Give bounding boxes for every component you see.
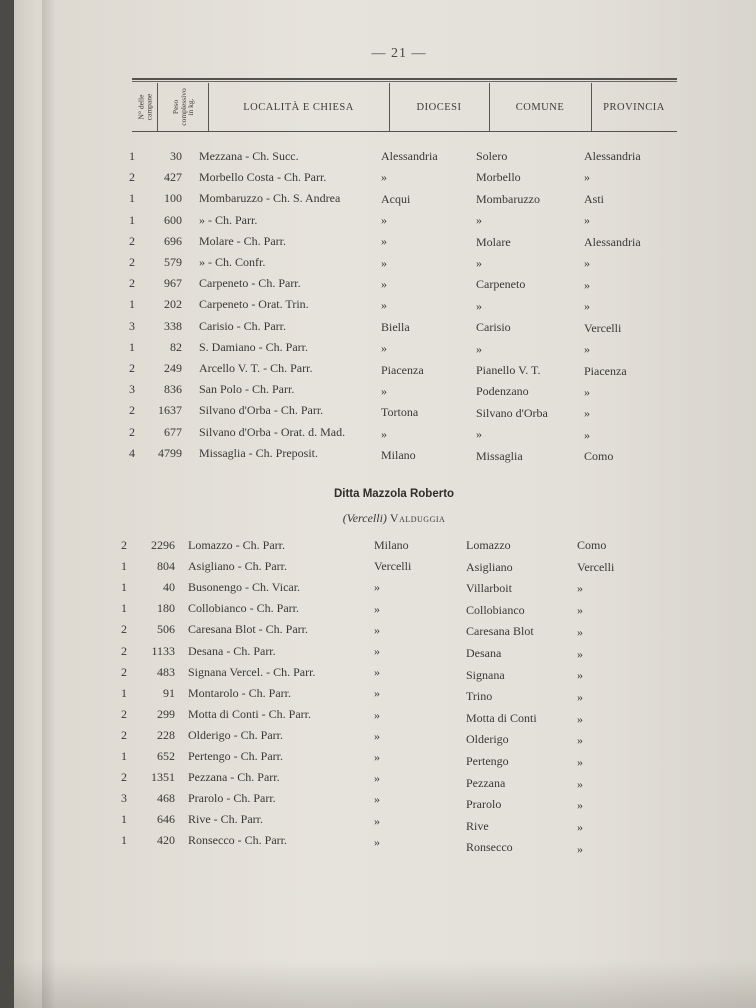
cell-province: Vercelli [577,559,615,574]
cell-bell-count: 3 [129,318,135,333]
cell-bell-count: 1 [129,212,135,227]
cell-location-church: Olderigo - Ch. Parr. [188,727,283,742]
cell-weight-kg: 2296 [151,538,175,552]
cell-location-church: Mombaruzzo - Ch. S. Andrea [199,191,341,206]
cell-diocese: » [374,686,380,701]
cell-diocese: » [374,813,380,828]
cell-location-church: Molare - Ch. Parr. [199,233,286,248]
cell-weight-kg: 82 [170,339,182,354]
cell-diocese: » [374,750,380,764]
cell-bell-count: 1 [121,685,127,700]
header-diocesi: DIOCESI [389,83,490,131]
cell-bell-count: 2 [121,727,127,742]
cell-municipality: Signana [466,667,505,682]
table-row [14,601,756,621]
cell-province: Alessandria [584,149,641,163]
cell-province: » [577,820,583,835]
table-row [14,749,756,769]
table-row [14,707,756,727]
cell-province: Asti [584,191,605,206]
cell-diocese: Milano [381,447,416,462]
cell-diocese: » [381,213,387,228]
cell-weight-kg: 600 [164,212,182,227]
cell-bell-count: 2 [129,170,135,185]
cell-province: Como [577,538,607,552]
cell-municipality: Caresana Blot [466,624,534,639]
cell-municipality: Pertengo [466,754,509,768]
cell-diocese: Alessandria [381,149,438,163]
cell-bell-count: 1 [129,339,135,354]
cell-province: » [584,299,590,314]
cell-location-church: Lomazzo - Ch. Parr. [188,538,285,552]
cell-diocese: Biella [381,319,410,334]
cell-municipality: » [476,256,482,270]
cell-diocese: » [374,728,380,743]
cell-weight-kg: 420 [157,833,175,848]
cell-bell-count: 1 [121,812,127,827]
cell-location-church: » - Ch. Confr. [199,255,266,269]
cell-province: » [584,277,590,292]
table-row [14,665,756,685]
cell-province: Piacenza [584,363,627,378]
cell-location-church: Morbello Costa - Ch. Parr. [199,170,327,185]
cell-municipality: Podenzano [476,384,529,399]
cell-bell-count: 1 [121,559,127,574]
cell-weight-kg: 483 [157,664,175,679]
table-row [14,812,756,835]
cell-province: » [577,603,583,618]
header-n-campane [132,83,158,131]
table-row [14,191,756,211]
cell-province: » [584,256,590,271]
cell-bell-count: 1 [121,833,127,848]
cell-location-church: Asigliano - Ch. Parr. [188,559,287,574]
page-bottom-shadow [14,960,756,1008]
cell-diocese: » [381,298,387,313]
cell-diocese: » [381,383,387,398]
cell-weight-kg: 1133 [151,643,175,658]
cell-municipality: Rive [466,818,489,833]
cell-location-church: Caresana Blot - Ch. Parr. [188,622,308,637]
cell-province: » [584,342,590,357]
cell-bell-count: 2 [129,276,135,291]
cell-location-church: S. Damiano - Ch. Parr. [199,339,308,354]
cell-diocese: Vercelli [374,559,412,574]
cell-bell-count: 2 [121,622,127,637]
cell-municipality: Silvano d'Orba [476,405,548,420]
cell-weight-kg: 646 [157,812,175,827]
cell-bell-count: 1 [121,580,127,595]
cell-municipality: » [476,298,482,313]
cell-diocese: » [374,834,380,849]
cell-location-church: Rive - Ch. Parr. [188,812,263,827]
cell-bell-count: 2 [129,361,135,375]
cell-weight-kg: 91 [163,685,175,700]
cell-diocese: Acqui [381,191,411,206]
page-number: — 21 — [371,46,427,61]
cell-location-church: Collobianco - Ch. Parr. [188,601,299,616]
cell-location-church: Pertengo - Ch. Parr. [188,749,283,763]
cell-weight-kg: 1351 [151,770,175,785]
cell-municipality: Mombaruzzo [476,191,540,206]
table-top-rule-thin [132,81,677,82]
cell-weight-kg: 299 [157,706,175,721]
cell-location-church: Carisio - Ch. Parr. [199,318,286,333]
cell-bell-count: 2 [121,538,127,552]
ditta-city: (Vercelli) [342,511,387,525]
header-provincia: PROVINCIA [603,101,665,113]
cell-province: » [577,581,583,596]
header-peso [157,83,209,131]
cell-municipality: Missaglia [476,448,523,463]
cell-bell-count: 2 [129,424,135,439]
cell-weight-kg: 967 [164,276,182,291]
cell-municipality: Solero [476,149,508,163]
table-row [14,580,756,600]
table-row [14,255,756,275]
cell-location-church: Carpeneto - Ch. Parr. [199,276,301,291]
cell-municipality: Carpeneto [476,277,526,292]
table-row [14,791,756,811]
cell-diocese: » [374,580,380,595]
cell-location-church: Prarolo - Ch. Parr. [188,791,276,806]
cell-bell-count: 1 [129,297,135,312]
cell-location-church: Ronsecco - Ch. Parr. [188,833,287,848]
cell-diocese: » [374,665,380,680]
table-row [14,382,756,402]
ditta-place: Valduggia [389,511,446,525]
cell-weight-kg: 696 [164,233,182,248]
cell-location-church: Arcello V. T. - Ch. Parr. [199,361,313,375]
table-row [14,170,756,190]
cell-weight-kg: 804 [157,559,175,574]
cell-province: » [584,406,590,421]
cell-location-church: Pezzana - Ch. Parr. [188,770,280,785]
cell-province: » [577,733,583,748]
cell-weight-kg: 579 [164,255,182,269]
cell-province: » [577,624,583,639]
cell-municipality: Motta di Conti [466,710,537,725]
cell-municipality: » [476,213,482,228]
cell-province: » [577,776,583,791]
cell-bell-count: 2 [129,255,135,269]
cell-province: » [577,668,583,683]
cell-province: » [577,711,583,726]
table-row [14,686,756,706]
cell-diocese: » [381,170,387,185]
table-row [14,425,756,445]
cell-municipality: Collobianco [466,602,525,617]
table-row [14,728,756,748]
cell-bell-count: 1 [129,191,135,206]
cell-bell-count: 2 [121,664,127,679]
table-row [14,833,756,856]
document-page [14,0,756,1008]
cell-municipality: Pezzana [466,775,506,790]
header-localita: LOCALITÀ E CHIESA [208,83,390,131]
cell-municipality: Olderigo [466,732,509,747]
cell-municipality: Ronsecco [466,840,513,855]
cell-diocese: » [381,255,387,270]
cell-bell-count: 1 [121,749,127,763]
cell-municipality: Lomazzo [466,538,511,552]
cell-bell-count: 1 [121,601,127,616]
table-top-rule [132,78,677,80]
cell-location-church: Mezzana - Ch. Succ. [199,149,299,163]
table-row [14,559,756,579]
cell-province: » [584,384,590,399]
cell-bell-count: 2 [121,770,127,785]
cell-location-church: Silvano d'Orba - Ch. Parr. [199,403,324,418]
cell-municipality: Villarboit [466,581,512,596]
cell-bell-count: 2 [121,706,127,721]
cell-diocese: » [381,341,387,356]
cell-location-church: Desana - Ch. Parr. [188,643,276,658]
cell-diocese: Milano [374,538,409,552]
ditta-location [304,511,484,526]
table-row [14,644,756,664]
cell-location-church: Busonengo - Ch. Vicar. [188,580,301,595]
cell-weight-kg: 677 [164,424,182,439]
cell-province: » [577,689,583,704]
cell-weight-kg: 228 [157,727,175,742]
cell-weight-kg: 652 [157,749,175,763]
cell-bell-count: 3 [129,382,135,397]
cell-weight-kg: 40 [163,580,175,595]
table-row [14,403,756,423]
cell-bell-count: 4 [129,445,135,460]
cell-diocese: » [381,426,387,441]
cell-weight-kg: 30 [170,149,182,163]
table-row [14,622,756,642]
table-row [14,446,756,466]
cell-province: » [577,841,583,856]
cell-diocese: » [374,644,380,658]
cell-municipality: Prarolo [466,797,502,812]
table-row [14,297,756,317]
cell-province: Como [584,449,614,464]
cell-weight-kg: 4799 [158,445,182,460]
cell-location-church: Missaglia - Ch. Preposit. [199,445,318,460]
cell-province: » [584,213,590,228]
cell-weight-kg: 202 [164,297,182,312]
cell-location-church: Signana Vercel. - Ch. Parr. [188,664,316,679]
header-n-campane-label: N° delle campane [136,93,153,121]
cell-municipality: Pianello V. T. [476,363,541,377]
cell-province: » [577,646,583,661]
header-peso-label: Peso complessivo in kg. [170,88,195,126]
cell-diocese: » [374,707,380,722]
cell-municipality: Carisio [476,320,511,335]
table-row [14,361,756,381]
cell-municipality: Trino [466,689,493,704]
cell-municipality: Asigliano [466,559,513,574]
cell-diocese: » [374,792,380,807]
cell-location-church: Motta di Conti - Ch. Parr. [188,706,311,721]
cell-diocese: Tortona [381,405,419,420]
cell-location-church: San Polo - Ch. Parr. [199,382,295,397]
cell-municipality: » [476,427,482,442]
cell-weight-kg: 249 [164,361,182,375]
cell-location-church: Silvano d'Orba - Orat. d. Mad. [199,424,346,439]
cell-province: » [577,798,583,813]
cell-weight-kg: 427 [164,170,182,185]
cell-weight-kg: 468 [157,791,175,806]
cell-province: » [584,170,590,185]
cell-diocese: » [381,277,387,292]
ditta-title: Ditta Mazzola Roberto [333,488,455,500]
table-row [14,340,756,360]
cell-diocese: » [381,234,387,249]
cell-weight-kg: 1637 [158,403,182,418]
cell-municipality: » [476,341,482,356]
cell-municipality: Desana [466,646,502,660]
cell-weight-kg: 506 [157,622,175,637]
table-row [14,149,756,169]
cell-municipality: Molare [476,234,511,249]
header-comune: COMUNE [489,83,592,131]
cell-bell-count: 3 [121,791,127,806]
cell-location-church: Montarolo - Ch. Parr. [188,685,291,700]
cell-diocese: » [374,622,380,637]
table-row [14,276,756,296]
cell-province: Alessandria [584,234,641,249]
cell-diocese: Piacenza [381,362,424,377]
cell-diocese: » [374,601,380,616]
cell-province: Vercelli [584,320,622,335]
cell-bell-count: 1 [129,149,135,163]
table-row [14,319,756,339]
cell-province: » [577,755,583,769]
cell-weight-kg: 100 [164,191,182,206]
cell-bell-count: 2 [129,233,135,248]
table-row [14,234,756,254]
table-row [14,770,756,790]
table-row [14,538,756,558]
cell-province: » [584,427,590,442]
cell-weight-kg: 180 [157,601,175,616]
cell-bell-count: 2 [129,403,135,418]
table-row [14,213,756,233]
header-bottom-rule [132,131,677,132]
cell-weight-kg: 338 [164,318,182,333]
cell-diocese: » [374,771,380,786]
cell-bell-count: 2 [121,643,127,658]
cell-location-church: Carpeneto - Orat. Trin. [199,297,309,312]
cell-location-church: » - Ch. Parr. [199,212,258,227]
cell-municipality: Morbello [476,170,521,185]
cell-weight-kg: 836 [164,382,182,397]
